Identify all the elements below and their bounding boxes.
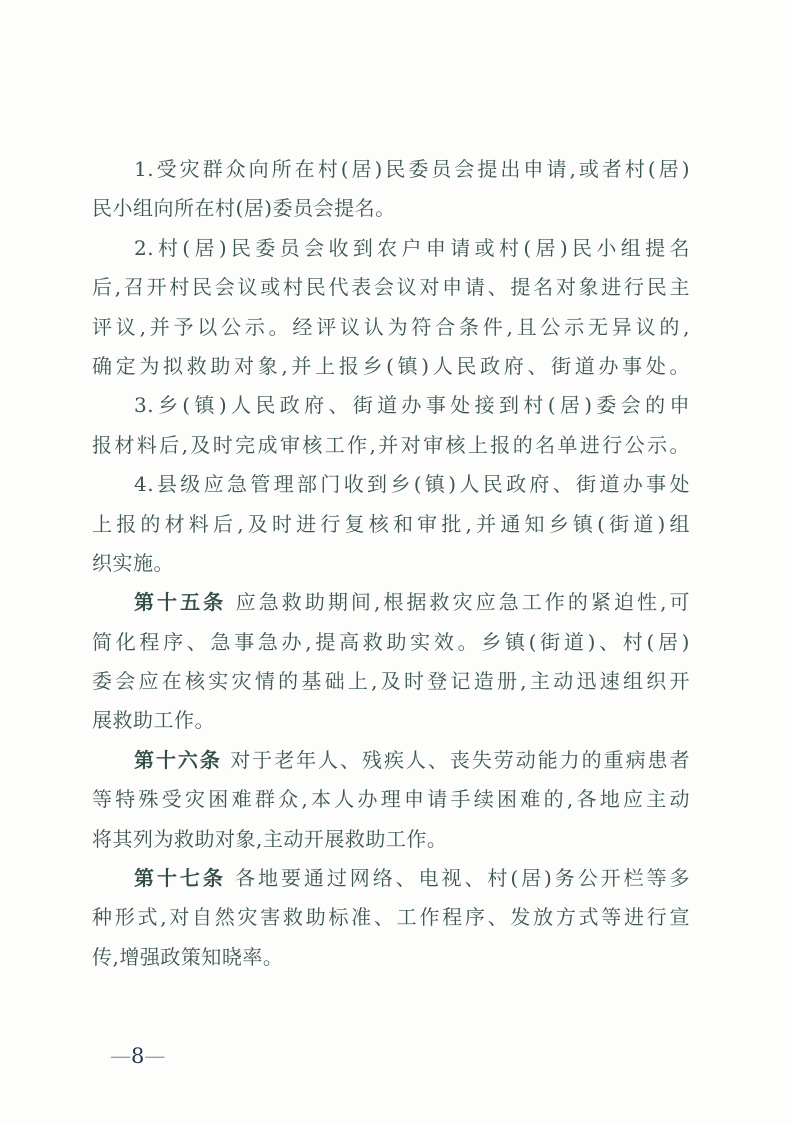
- line-text: 各地要通过网络、电视、村(居)务公开栏等多: [225, 866, 690, 891]
- text-line: [92, 662, 690, 701]
- page-number-dash-right: —: [144, 1044, 166, 1068]
- article-header: 第十五条: [134, 590, 227, 615]
- text-line: [92, 859, 690, 898]
- line-text: 确定为拟救助对象,并上报乡(镇)人民政府、街道办事处。: [92, 353, 690, 378]
- text-line: [92, 308, 690, 347]
- text-line: [92, 505, 690, 544]
- text-line: [92, 623, 690, 662]
- text-line: [92, 268, 690, 307]
- text-line: [92, 426, 690, 465]
- line-text: 简化程序、急事急办,提高救助实效。乡镇(街道)、村(居): [92, 629, 690, 654]
- text-line: [92, 583, 690, 622]
- line-text: 4.县级应急管理部门收到乡(镇)人民政府、街道办事处: [134, 472, 690, 497]
- line-text: 传,增强政策知晓率。: [92, 944, 284, 969]
- text-line: [92, 780, 690, 819]
- page-number-value: 8: [131, 1044, 145, 1068]
- text-line: [92, 150, 690, 189]
- line-text: 后,召开村民会议或村民代表会议对申请、提名对象进行民主: [92, 275, 690, 300]
- text-line: [92, 701, 690, 740]
- line-text: 委会应在核实灾情的基础上,及时登记造册,主动迅速组织开: [92, 669, 690, 694]
- page-number: [110, 1042, 165, 1070]
- text-line: [92, 898, 690, 937]
- text-line: [92, 229, 690, 268]
- line-text: 评议,并予以公示。经评议认为符合条件,且公示无异议的,: [92, 314, 690, 339]
- line-text: 1.受灾群众向所在村(居)民委员会提出申请,或者村(居): [134, 157, 690, 181]
- text-line: [92, 741, 690, 780]
- text-line: [92, 820, 690, 859]
- line-text: 对于老年人、残疾人、丧失劳动能力的重病患者: [221, 747, 690, 772]
- line-text: 织实施。: [92, 550, 174, 575]
- text-line: [92, 938, 690, 977]
- text-line: [92, 465, 690, 504]
- line-text: 应急救助期间,根据救灾应急工作的紧迫性,可: [226, 590, 690, 615]
- text-line: [92, 347, 690, 386]
- article-header: 第十六条: [134, 747, 222, 772]
- line-text: 展救助工作。: [92, 708, 215, 733]
- line-text: 等特殊受灾困难群众,本人办理申请手续困难的,各地应主动: [92, 787, 690, 812]
- text-line: [92, 386, 690, 425]
- document-body: [92, 150, 690, 977]
- line-text: 将其列为救助对象,主动开展救助工作。: [92, 826, 448, 851]
- line-text: 2.村(居)民委员会收到农户申请或村(居)民小组提名: [134, 235, 690, 260]
- line-text: 民小组向所在村(居)委员会提名。: [92, 196, 396, 221]
- text-line: [92, 189, 690, 228]
- line-text: 3.乡(镇)人民政府、街道办事处接到村(居)委会的申: [134, 393, 690, 418]
- line-text: 种形式,对自然灾害救助标准、工作程序、发放方式等进行宣: [92, 905, 690, 930]
- article-header: 第十七条: [134, 866, 226, 891]
- line-text: 上报的材料后,及时进行复核和审批,并通知乡镇(街道)组: [92, 511, 690, 536]
- page-number-dash-left: —: [110, 1044, 131, 1068]
- text-line: [92, 544, 690, 583]
- line-text: 报材料后,及时完成审核工作,并对审核上报的名单进行公示。: [92, 432, 690, 457]
